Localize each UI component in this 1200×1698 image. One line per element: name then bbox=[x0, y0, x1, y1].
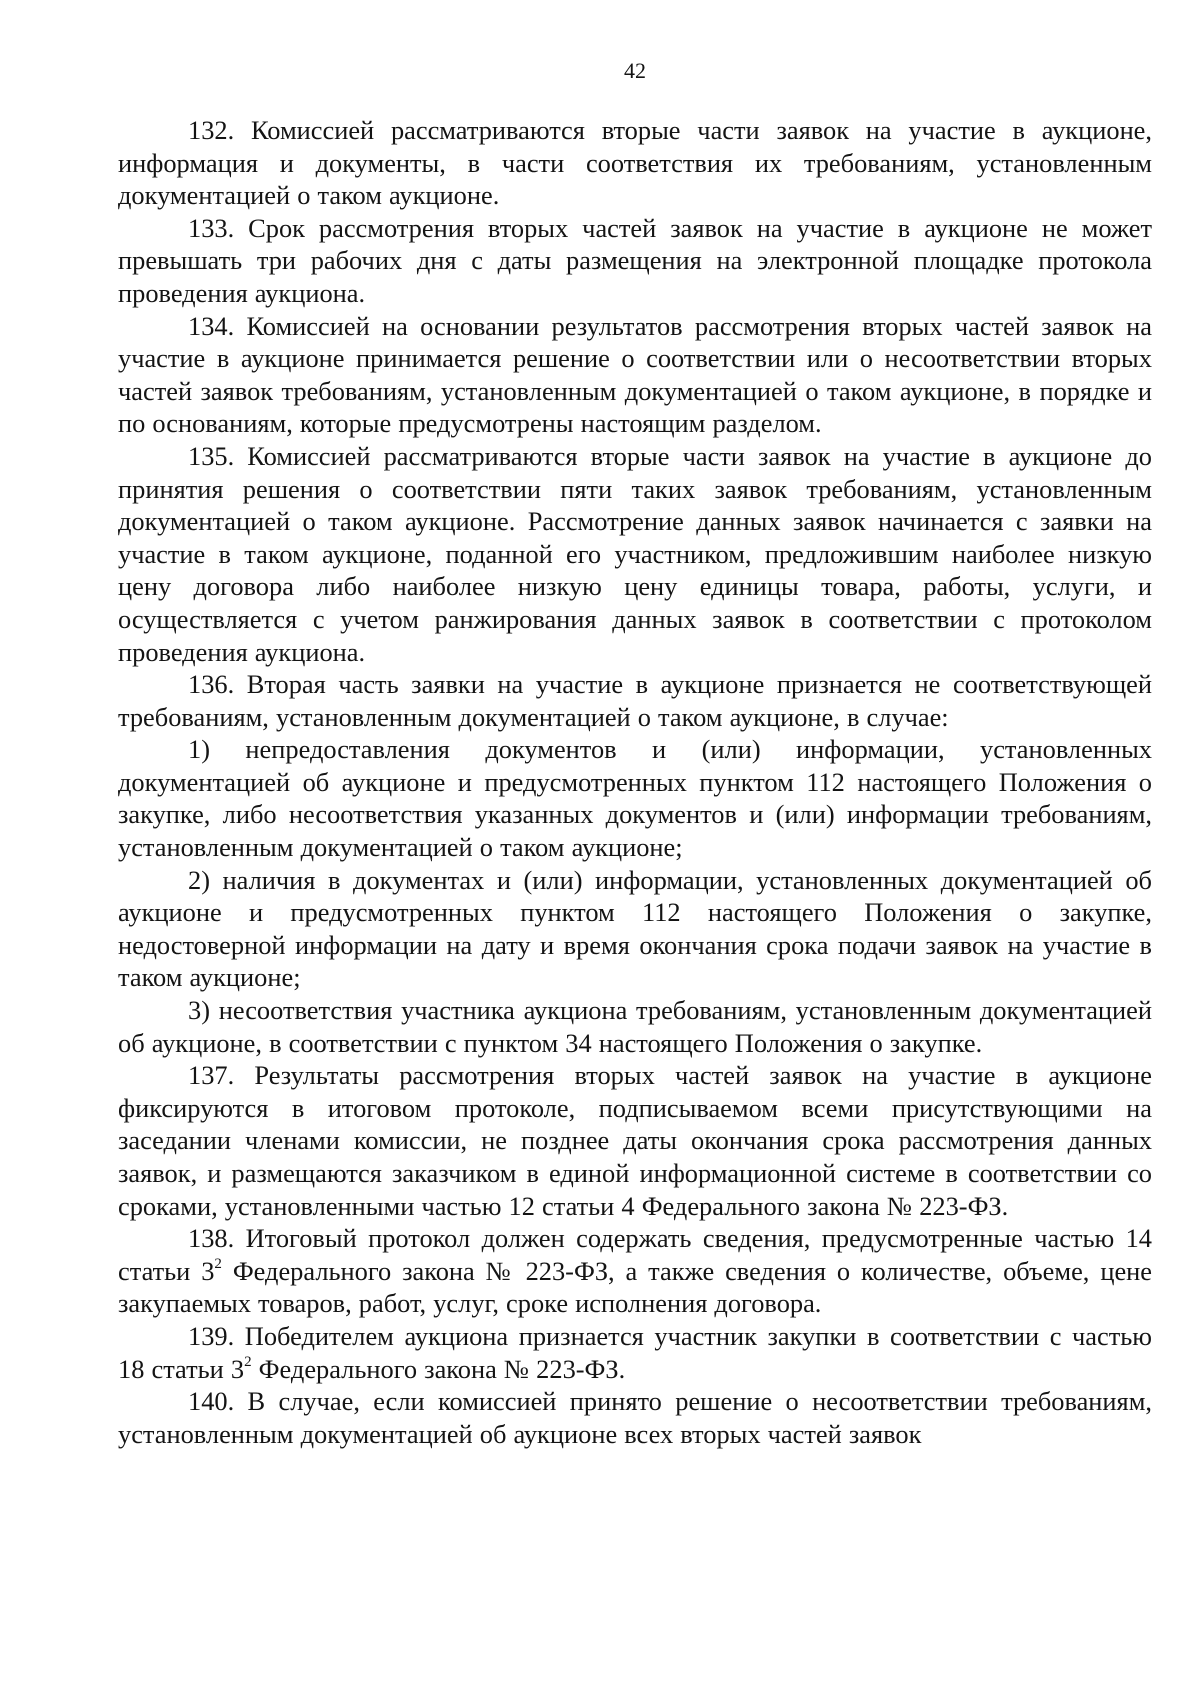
paragraph-140: 140. В случае, если комиссией принято решение о несоответствии требованиям, установленным документацией об аукционе всех вторых частей заявок bbox=[118, 1386, 1152, 1449]
paragraph-136-item-1: 1) непредоставления документов и (или) информации, установленных документацией об аукционе и предусмотренных пунктом 112 настоящего Положения о закупке, либо несоответствия указанных документов и (или) информации требованиям, установленным документацией о таком аукционе; bbox=[118, 734, 1152, 863]
paragraph-136: 136. Вторая часть заявки на участие в аукционе признается не соответствующей требованиям, установленным документацией о таком аукционе, в случае: bbox=[118, 669, 1152, 732]
document-body bbox=[118, 114, 1152, 1450]
paragraph-136-item-3: 3) несоответствия участника аукциона требованиям, установленным документацией об аукционе, в соответствии с пунктом 34 настоящего Положения о закупке. bbox=[118, 995, 1152, 1058]
paragraph-138-text-before: 138. Итоговый протокол должен содержать сведения, предусмотренные частью 14 статьи 3 bbox=[118, 1223, 1152, 1286]
paragraph-138 bbox=[118, 1222, 1152, 1320]
paragraph-135: 135. Комиссией рассматриваются вторые части заявок на участие в аукционе до принятия решения о соответствии пяти таких заявок требованиям, установленным документацией о таком аукционе. Рассмотрение данных заявок начинается с заявки на участие в таком аукционе, поданной его участником, предложившим наиболее низкую цену договора либо наиболее низкую цену единицы товара, работы, услуги, и осуществляется с учетом ранжирования данных заявок в соответствии с протоколом проведения аукциона. bbox=[118, 440, 1152, 667]
paragraph-134: 134. Комиссией на основании результатов рассмотрения вторых частей заявок на участие в аукционе принимается решение о соответствии или о несоответствии вторых частей заявок требованиям, установленным документацией о таком аукционе, в порядке и по основаниям, которые предусмотрены настоящим разделом. bbox=[118, 310, 1152, 439]
paragraph-132: 132. Комиссией рассматриваются вторые части заявок на участие в аукционе, информация и документы, в части соответствия их требованиям, установленным документацией о таком аукционе. bbox=[118, 115, 1152, 211]
paragraph-133: 133. Срок рассмотрения вторых частей заявок на участие в аукционе не может превышать три рабочих дня с даты размещения на электронной площадке протокола проведения аукциона. bbox=[118, 212, 1152, 308]
paragraph-136-item-2: 2) наличия в документах и (или) информации, установленных документацией об аукционе и предусмотренных пунктом 112 настоящего Положения о закупке, недостоверной информации на дату и время окончания срока подачи заявок на участие в таком аукционе; bbox=[118, 864, 1152, 993]
paragraph-139-text-before: 139. Победителем аукциона признается участник закупки в соответствии с частью 18 статьи 3 bbox=[118, 1320, 1152, 1384]
superscript-2: 2 bbox=[214, 1255, 222, 1272]
paragraph-139-text-after: Федерального закона № 223-ФЗ. bbox=[251, 1353, 626, 1384]
paragraph-139 bbox=[118, 1320, 1152, 1385]
paragraph-137: 137. Результаты рассмотрения вторых частей заявок на участие в аукционе фиксируются в итоговом протоколе, подписываемом всеми присутствующими на заседании членами комиссии, не позднее даты окончания срока рассмотрения данных заявок, и размещаются заказчиком в единой информационной системе в соответствии со сроками, установленными частью 12 статьи 4 Федерального закона № 223-ФЗ. bbox=[118, 1060, 1152, 1221]
paragraph-138-text-after: Федерального закона № 223-ФЗ, а также сведения о количестве, объеме, цене закупаемых товаров, работ, услуг, сроке исполнения договора. bbox=[118, 1255, 1152, 1319]
page-number: 42 bbox=[624, 58, 646, 83]
superscript-2: 2 bbox=[244, 1353, 252, 1370]
